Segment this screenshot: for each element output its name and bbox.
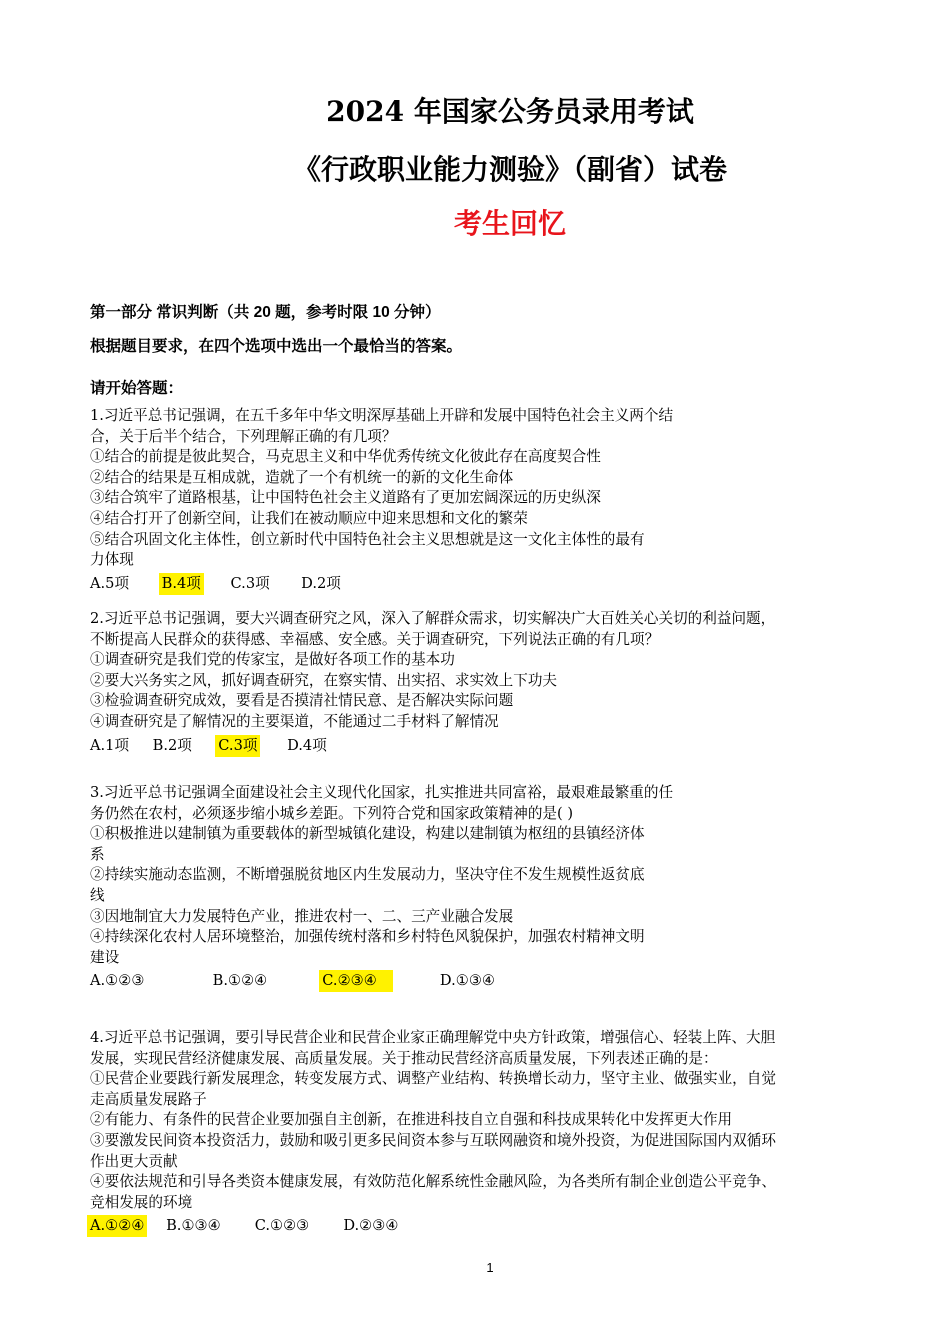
question-line: ④结合打开了创新空间，让我们在被动顺应中迎来思想和文化的繁荣 — [90, 509, 528, 527]
option-c[interactable]: C.①②③ — [254, 1217, 310, 1235]
question-line: ①调查研究是我们党的传家宝，是做好各项工作的基本功 — [90, 651, 455, 669]
option-c[interactable]: C.3项 — [230, 574, 270, 592]
question-line: ②有能力、有条件的民营企业要加强自主创新，在推进科技自立自强和科技成果转化中发挥更大作用 — [90, 1111, 733, 1129]
answer-options — [90, 1215, 890, 1237]
question-line: ①民营企业要践行新发展理念，转变发展方式、调整产业结构、转换增长动力，坚守主业、做强实业，自觉 — [90, 1070, 776, 1088]
option-a[interactable]: A.1项 — [90, 736, 130, 754]
question-line: 走高质量发展路子 — [90, 1090, 207, 1108]
question-line: ④要依法规范和引导各类资本健康发展，有效防范化解系统性金融风险，为各类所有制企业创造公平竞争、 — [90, 1173, 776, 1191]
option-b[interactable]: B.2项 — [152, 736, 192, 754]
start-prompt: 请开始答题： — [90, 380, 184, 397]
answer-options — [90, 573, 890, 595]
question-line: 2.习近平总书记强调，要大兴调查研究之风，深入了解群众需求，切实解决广大百姓关心关切的利益问题， — [90, 610, 776, 627]
question-line: 不断提高人民群众的获得感、幸福感、安全感。关于调查研究，下列说法正确的有几项？ — [90, 630, 660, 648]
question-line: ④调查研究是了解情况的主要渠道，不能通过二手材料了解情况 — [90, 712, 499, 730]
option-b[interactable]: B.①②④ — [212, 972, 268, 990]
answer-options — [90, 735, 890, 757]
option-b-highlighted[interactable]: B.4项 — [159, 573, 204, 595]
answer-options — [90, 970, 890, 992]
option-b[interactable]: B.①③④ — [166, 1217, 221, 1235]
option-d[interactable]: D.4项 — [287, 736, 327, 754]
question-2 — [90, 609, 890, 757]
question-4 — [90, 1028, 890, 1237]
question-line: ⑤结合巩固文化主体性，创立新时代中国特色社会主义思想就是这一文化主体性的最有 — [90, 530, 645, 548]
question-line: ③检验调查研究成效，要看是否摸清社情民意、是否解决实际问题 — [90, 692, 514, 710]
question-line: 作出更大贡献 — [90, 1152, 178, 1170]
question-1 — [90, 406, 890, 595]
question-line: 线 — [90, 886, 105, 904]
exam-subtitle: 《行政职业能力测验》（副省）试卷 — [292, 153, 727, 186]
option-a[interactable]: A.5项 — [90, 574, 130, 592]
question-line: 建设 — [90, 948, 120, 966]
option-a-highlighted[interactable]: A.①②④ — [87, 1215, 147, 1237]
question-line: 务仍然在农村，必须逐步缩小城乡差距。下列符合党和国家政策精神的是( ) — [90, 804, 574, 822]
option-c-highlighted[interactable]: C.②③④ — [319, 970, 393, 992]
section-instruction: 根据题目要求，在四个选项中选出一个最恰当的答案。 — [90, 338, 463, 355]
option-a[interactable]: A.①②③ — [90, 972, 145, 990]
option-d[interactable]: D.①③④ — [439, 972, 495, 990]
question-line: ②要大兴务实之风，抓好调查研究，在察实情、出实招、求实效上下功夫 — [90, 671, 558, 689]
question-line: 1.习近平总书记强调，在五千多年中华文明深厚基础上开辟和发展中国特色社会主义两个结 — [90, 407, 674, 424]
option-c-highlighted[interactable]: C.3项 — [215, 735, 260, 757]
question-line: 系 — [90, 845, 105, 863]
option-d[interactable]: D.2项 — [301, 574, 341, 592]
question-line: 竞相发展的环境 — [90, 1193, 193, 1211]
question-line: ④持续深化农村人居环境整治，加强传统村落和乡村特色风貌保护，加强农村精神文明 — [90, 928, 645, 946]
question-line: ③要激发民间资本投资活力，鼓励和吸引更多民间资本参与互联网融资和境外投资，为促进国际国内双循环 — [90, 1131, 776, 1149]
question-line: 4.习近平总书记强调，要引导民营企业和民营企业家正确理解党中央方针政策，增强信心、轻装上阵、大胆 — [90, 1029, 776, 1046]
question-line: ①结合的前提是彼此契合，马克思主义和中华优秀传统文化彼此存在高度契合性 — [90, 448, 601, 466]
question-line: 合，关于后半个结合，下列理解正确的有几项？ — [90, 427, 397, 445]
question-line: 3.习近平总书记强调全面建设社会主义现代化国家，扎实推进共同富裕，最艰难最繁重的任 — [90, 784, 674, 801]
exam-note: 考生回忆 — [453, 207, 566, 240]
exam-title: 2024 年国家公务员录用考试 — [326, 95, 694, 128]
question-line: ②结合的结果是互相成就，造就了一个有机统一的新的文化生命体 — [90, 468, 514, 486]
page-number: 1 — [486, 1260, 494, 1275]
option-d[interactable]: D.②③④ — [343, 1217, 399, 1235]
question-line: ②持续实施动态监测，不断增强脱贫地区内生发展动力，坚决守住不发生规模性返贫底 — [90, 866, 645, 884]
question-line: ③结合筑牢了道路根基，让中国特色社会主义道路有了更加宏阔深远的历史纵深 — [90, 489, 601, 507]
question-3 — [90, 783, 890, 992]
question-line: ③因地制宜大力发展特色产业，推进农村一、二、三产业融合发展 — [90, 907, 514, 925]
question-line: 发展，实现民营经济健康发展、高质量发展。关于推动民营经济高质量发展，下列表述正确的是： — [90, 1049, 718, 1067]
section-heading: 第一部分 常识判断（共 20 题，参考时限 10 分钟） — [90, 304, 441, 321]
question-line: ①积极推进以建制镇为重要载体的新型城镇化建设，构建以建制镇为枢纽的县镇经济体 — [90, 825, 645, 843]
question-line: 力体现 — [90, 551, 134, 569]
